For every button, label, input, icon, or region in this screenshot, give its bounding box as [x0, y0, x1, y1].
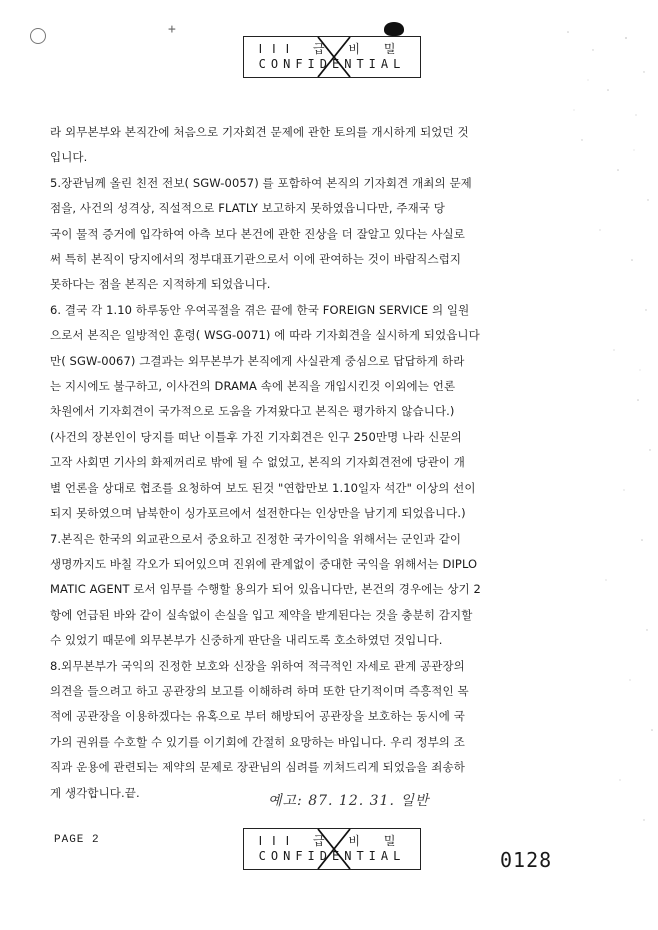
body-line: 게 생각합니다.끝. — [50, 785, 140, 800]
body-line: 써 특히 본직이 당지에서의 정부대표기관으로서 이에 관여하는 것이 바람직스럽지 — [50, 252, 462, 267]
stamp-classification-english: CONFIDENTIAL — [258, 849, 406, 863]
body-line: 되지 못하였으며 남북한이 싱가포르에서 설전한다는 인상만을 남기게 되었읍니다.) — [50, 506, 466, 521]
document-number: 0128 — [500, 848, 553, 872]
body-line: 생명까지도 바칠 각오가 되어있으며 진위에 관계없이 중대한 국익을 위해서는 DIPLO — [50, 556, 478, 571]
confidential-stamp-header — [243, 36, 421, 78]
body-line: 점을, 사건의 성격상, 직설적으로 FLATLY 보고하지 못하였읍니다만, 주재국 당 — [50, 201, 445, 216]
body-line: 는 지시에도 불구하고, 이사건의 DRAMA 속에 본직을 개입시킨것 이외에는 언론 — [50, 379, 456, 394]
body-line: 8.외무본부가 국익의 진정한 보호와 신장을 위하여 적극적인 자세로 관계 공관장의 — [50, 658, 465, 673]
body-line: 국이 물적 증거에 입각하여 아측 보다 본건에 관한 진상을 더 잘알고 있다는 사실로 — [50, 226, 465, 241]
body-line: 6. 결국 각 1.10 하루동안 우여곡절을 겪은 끝에 한국 FOREIGN SERVICE 의 일원 — [50, 302, 470, 317]
body-line: 고작 사회면 기사의 화제꺼리로 밖에 될 수 없었고, 본직의 기자회견전에 당관이 개 — [50, 455, 465, 470]
confidential-stamp-footer — [243, 828, 421, 870]
body-line: 적에 공관장을 이용하겠다는 유혹으로 부터 해방되어 공관장을 보호하는 동시에 국 — [50, 709, 465, 724]
body-line: 7.본직은 한국의 외교관으로서 중요하고 진정한 국가이익을 위해서는 군인과 같이 — [50, 531, 462, 546]
declassification-annotation: 예고: 87. 12. 31. 일반 — [268, 793, 430, 809]
ink-blot — [384, 22, 404, 36]
scan-circle-mark — [30, 28, 46, 44]
page-number-label: PAGE 2 — [54, 834, 100, 846]
scan-tick-mark: + — [168, 22, 176, 37]
body-line: 못하다는 점을 본직은 지적하게 되었읍니다. — [50, 277, 271, 292]
body-line: 항에 언급된 바와 같이 실속없이 손실을 입고 제약을 받게된다는 것을 충분히 감지할 — [50, 607, 473, 622]
body-line: 직과 운용에 관련되는 제약의 문제로 장관님의 심려를 끼쳐드리게 되었음을 죄송하 — [50, 760, 465, 775]
stamp-classification-english: CONFIDENTIAL — [258, 57, 406, 71]
body-line: (사건의 장본인이 당지를 떠난 이틀후 가진 기자회견은 인구 250만명 나라 신문의 — [50, 429, 462, 444]
body-line: 별 언론을 상대로 협조를 요청하여 보도 된것 "연합만보 1.10일자 석간" 이상의 선이 — [50, 480, 476, 495]
cross-out-mark-icon — [316, 827, 352, 871]
body-line: 으로서 본직은 일방적인 훈령( WSG-0071) 에 따라 기자회견을 실시하게 되었읍니다 — [50, 328, 480, 343]
body-line: 만( SGW-0067) 그결과는 외무본부가 본직에게 사실관계 중심으로 답답하게 하라 — [50, 353, 465, 368]
body-line: MATIC AGENT 로서 임무를 수행할 용의가 되어 있읍니다만, 본건의 경우에는 상기 2 — [50, 582, 481, 597]
body-line: 라 외무본부와 본직간에 처음으로 기자회견 문제에 관한 토의를 개시하게 되었던 것 — [50, 125, 469, 139]
body-line: 입니다. — [50, 150, 88, 165]
cross-out-mark-icon — [316, 35, 352, 79]
stamp-classification-korean: III 급 비 밀 — [258, 42, 406, 56]
body-line: 의견을 들으려고 하고 공관장의 보고를 이해하려 하며 또한 단기적이며 즉흥적인 목 — [50, 683, 469, 698]
body-line: 5.장관님께 올린 친전 전보( SGW-0057) 를 포함하여 본직의 기자회견 개최의 문제 — [50, 175, 472, 190]
body-line: 가의 권위를 수호할 수 있기를 이기회에 간절히 요망하는 바입니다. 우리 정부의 조 — [50, 734, 465, 749]
body-line: 수 있었기 때문에 외무본부가 신중하게 판단을 내리도록 호소하였던 것입니다. — [50, 633, 443, 648]
stamp-classification-korean: III 급 비 밀 — [258, 834, 406, 848]
document-body — [50, 120, 610, 806]
body-line: 차원에서 기자회견이 국가적으로 도움을 가져왔다고 본직은 평가하지 않습니다.) — [50, 404, 455, 419]
